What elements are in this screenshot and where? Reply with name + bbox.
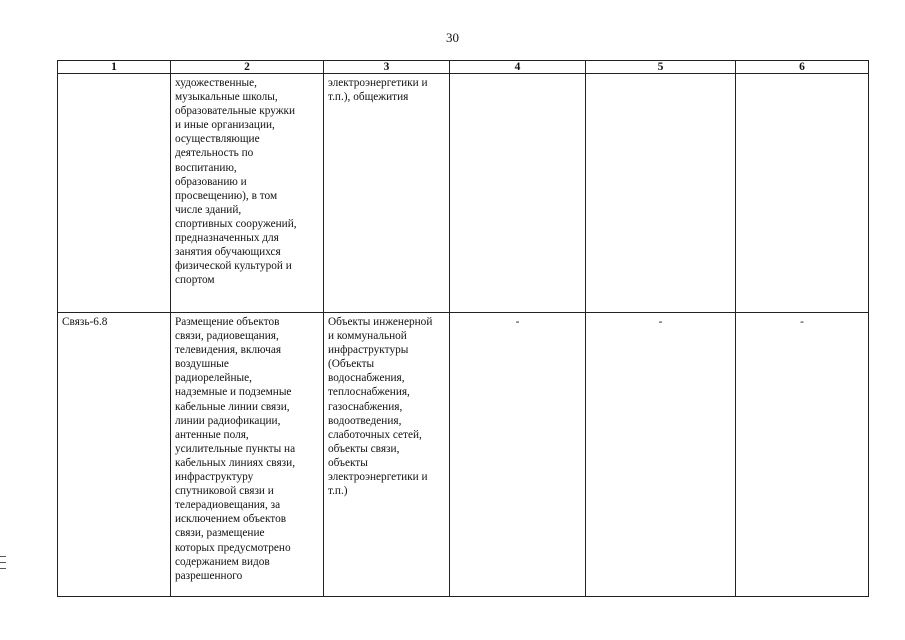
cell-use-code	[58, 313, 171, 597]
cell-column-5	[586, 313, 736, 597]
cell-text: художественные, музыкальные школы, образовательные кружки и иные организации, осуществляющие деятельность по воспитанию, образованию и просвещению), в том числе зданий, спортивных сооружений, предназначенных для занятия обучающихся физической культурой и спортом	[175, 77, 297, 287]
cell-text: Объекты инженерной и коммунальной инфраструктуры (Объекты водоснабжения, теплоснабжения, газоснабжения, водоотведения, слаботочных сетей, объекты связи, объекты электроэнергетики и т.п.)	[328, 316, 433, 498]
cell-column-4	[450, 74, 586, 313]
cell-auxiliary-uses	[324, 313, 450, 597]
cell-column-5	[586, 74, 736, 313]
cell-text: Размещение объектов связи, радиовещания, телевидения, включая воздушные радиорелейные, надземные и подземные кабельные линии связи, линии радиофикации, антенные поля, усилительные пункты на кабельных линиях связи, инфраструктуру спутниковой связи и телерадиовещания, за исключением объектов связи, размещение которых предусмотрено содержанием видов разрешенного	[175, 316, 296, 582]
table-header-row	[58, 61, 869, 74]
column-header-1: 1	[58, 61, 171, 74]
cell-text: -	[658, 316, 663, 328]
permitted-use-table	[57, 60, 869, 597]
column-header-2: 2	[171, 61, 324, 74]
cell-text: электроэнергетики и т.п.), общежития	[328, 77, 428, 104]
margin-tick	[0, 568, 6, 569]
column-header-3: 3	[324, 61, 450, 74]
column-header-5: 5	[586, 61, 736, 74]
table-row	[58, 313, 869, 597]
column-header-4: 4	[450, 61, 586, 74]
binding-margin-marks	[0, 556, 6, 582]
cell-column-6	[736, 313, 869, 597]
cell-use-description	[171, 313, 324, 597]
cell-column-6	[736, 74, 869, 313]
margin-tick	[0, 562, 6, 563]
cell-column-4	[450, 313, 586, 597]
cell-auxiliary-uses	[324, 74, 450, 313]
margin-tick	[0, 556, 6, 557]
cell-use-code	[58, 74, 171, 313]
page-number: 30	[446, 30, 459, 45]
cell-use-description	[171, 74, 324, 313]
table-row	[58, 74, 869, 313]
column-header-6: 6	[736, 61, 869, 74]
cell-text: -	[515, 316, 520, 328]
cell-text: -	[800, 316, 804, 328]
cell-text: Связь-6.8	[62, 316, 108, 328]
